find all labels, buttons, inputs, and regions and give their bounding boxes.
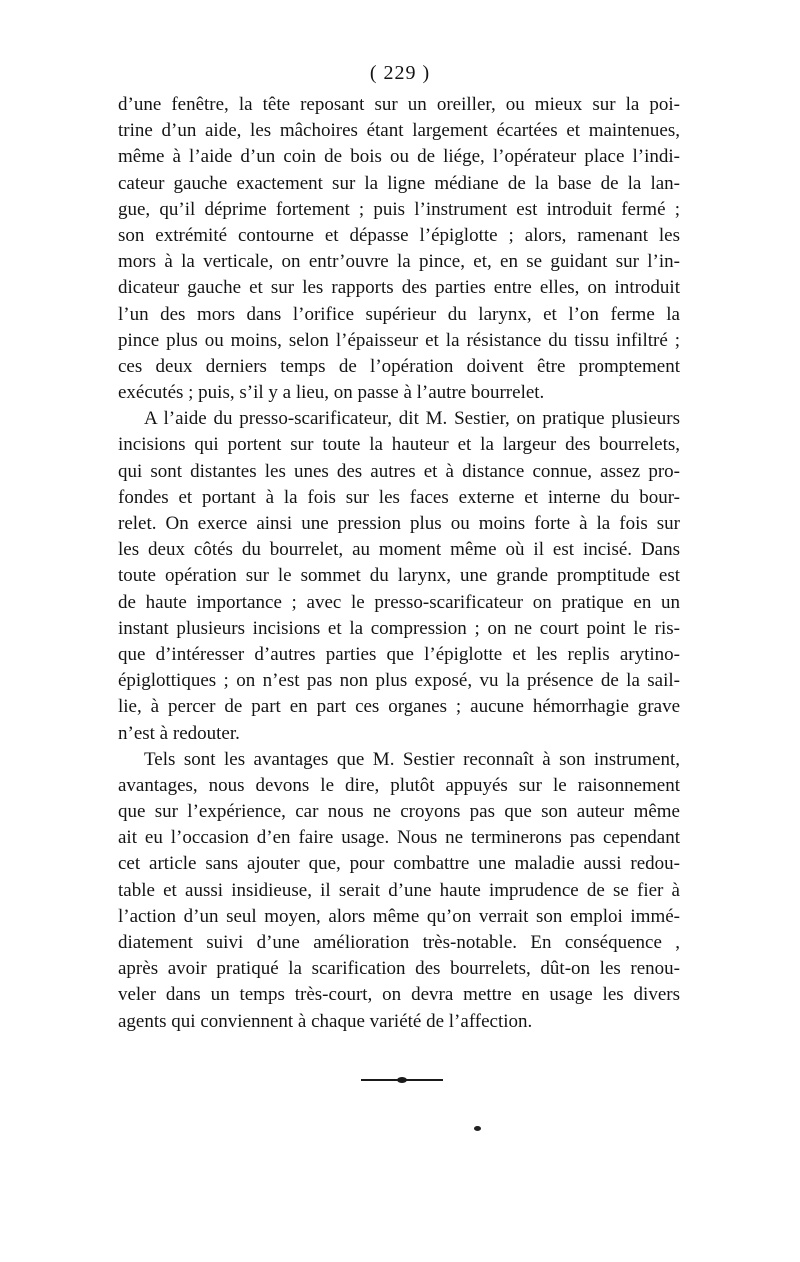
paragraph-2 [118, 406, 680, 746]
text-line: dicateur gauche et sur les rapports des parties entre elles, on introduit [118, 277, 680, 299]
text-line: que d’intéresser d’autres parties que l’épiglotte et les replis arytino- [118, 643, 680, 665]
text-line: cet article sans ajouter que, pour combattre une maladie aussi redou- [118, 853, 680, 875]
text-line: mors à la verticale, on entr’ouvre la pince, et, en se guidant sur l’in- [118, 251, 680, 273]
text-line: ait eu l’occasion d’en faire usage. Nous ne terminerons pas cependant [118, 827, 680, 849]
text-line: qui sont distantes les unes des autres et à distance connue, assez pro- [118, 460, 680, 482]
text-line: que sur l’expérience, car nous ne croyons pas que son auteur même [118, 801, 680, 823]
text-line: l’un des mors dans l’orifice supérieur du larynx, et l’on ferme la [118, 303, 680, 325]
text-line: gue, qu’il déprime fortement ; puis l’instrument est introduit fermé ; [118, 198, 680, 220]
text-line: n’est à redouter. [118, 722, 240, 744]
paragraph-1 [118, 92, 680, 406]
divider-dot [397, 1077, 407, 1083]
text-line: trine d’un aide, les mâchoires étant largement écartées et maintenues, [118, 120, 680, 142]
text-line: épiglottiques ; on n’est pas non plus exposé, vu la présence de la sail- [118, 670, 680, 692]
text-line: relet. On exerce ainsi une pression plus ou moins forte à la fois sur [118, 513, 680, 534]
text-line: son extrémité contourne et dépasse l’épiglotte ; alors, ramenant les [118, 224, 680, 246]
page-number: ( 229 ) [369, 62, 431, 84]
section-divider-ornament [361, 1077, 443, 1083]
text-line: après avoir pratiqué la scarification des bourrelets, dût-on les renou- [118, 958, 680, 980]
text-line: avantages, nous devons le dire, plutôt appuyés sur le raisonnement [118, 774, 680, 796]
text-line: agents qui conviennent à chaque variété de l’affection. [118, 1010, 533, 1032]
text-line: ces deux derniers temps de l’opération doivent être promptement [118, 355, 680, 377]
text-line: fondes et portant à la fois sur les faces externe et interne du bour- [118, 486, 680, 508]
text-line: A l’aide du presso-scarificateur, dit M. Sestier, on pratique plusieurs [144, 408, 680, 430]
text-line: diatement suivi d’une amélioration très-notable. En conséquence , [118, 932, 680, 953]
paragraph-3 [118, 747, 680, 1035]
text-line: l’action d’un seul moyen, alors même qu’on verrait son emploi immé- [118, 905, 680, 927]
text-line: toute opération sur le sommet du larynx, une grande promptitude est [118, 565, 680, 587]
text-line: lie, à percer de part en part ces organes ; aucune hémorrhagie grave [118, 696, 680, 718]
text-line: veler dans un temps très-court, on devra mettre en usage les divers [118, 984, 680, 1006]
text-line: de haute importance ; avec le presso-scarificateur on pratique en un [118, 591, 680, 613]
text-line: Tels sont les avantages que M. Sestier reconnaît à son instrument, [144, 748, 680, 770]
text-line: d’une fenêtre, la tête reposant sur un oreiller, ou mieux sur la poi- [118, 94, 680, 115]
text-line: même à l’aide d’un coin de bois ou de liége, l’opérateur place l’indi- [118, 146, 680, 168]
text-line: les deux côtés du bourrelet, au moment même où il est incisé. Dans [118, 539, 680, 561]
text-line: exécutés ; puis, s’il y a lieu, on passe à l’autre bourrelet. [118, 382, 545, 404]
text-line: table et aussi insidieuse, il serait d’une haute imprudence de se fier à [118, 879, 680, 901]
body-text [118, 92, 680, 1035]
text-line: incisions qui portent sur toute la hauteur et la largeur des bourrelets, [118, 434, 680, 456]
ink-mark [474, 1126, 481, 1131]
text-line: pince plus ou moins, selon l’épaisseur et la résistance du tissu infiltré ; [118, 329, 680, 351]
text-line: cateur gauche exactement sur la ligne médiane de la base de la lan- [118, 172, 680, 194]
text-line: instant plusieurs incisions et la compression ; on ne court point le ris- [118, 617, 680, 639]
